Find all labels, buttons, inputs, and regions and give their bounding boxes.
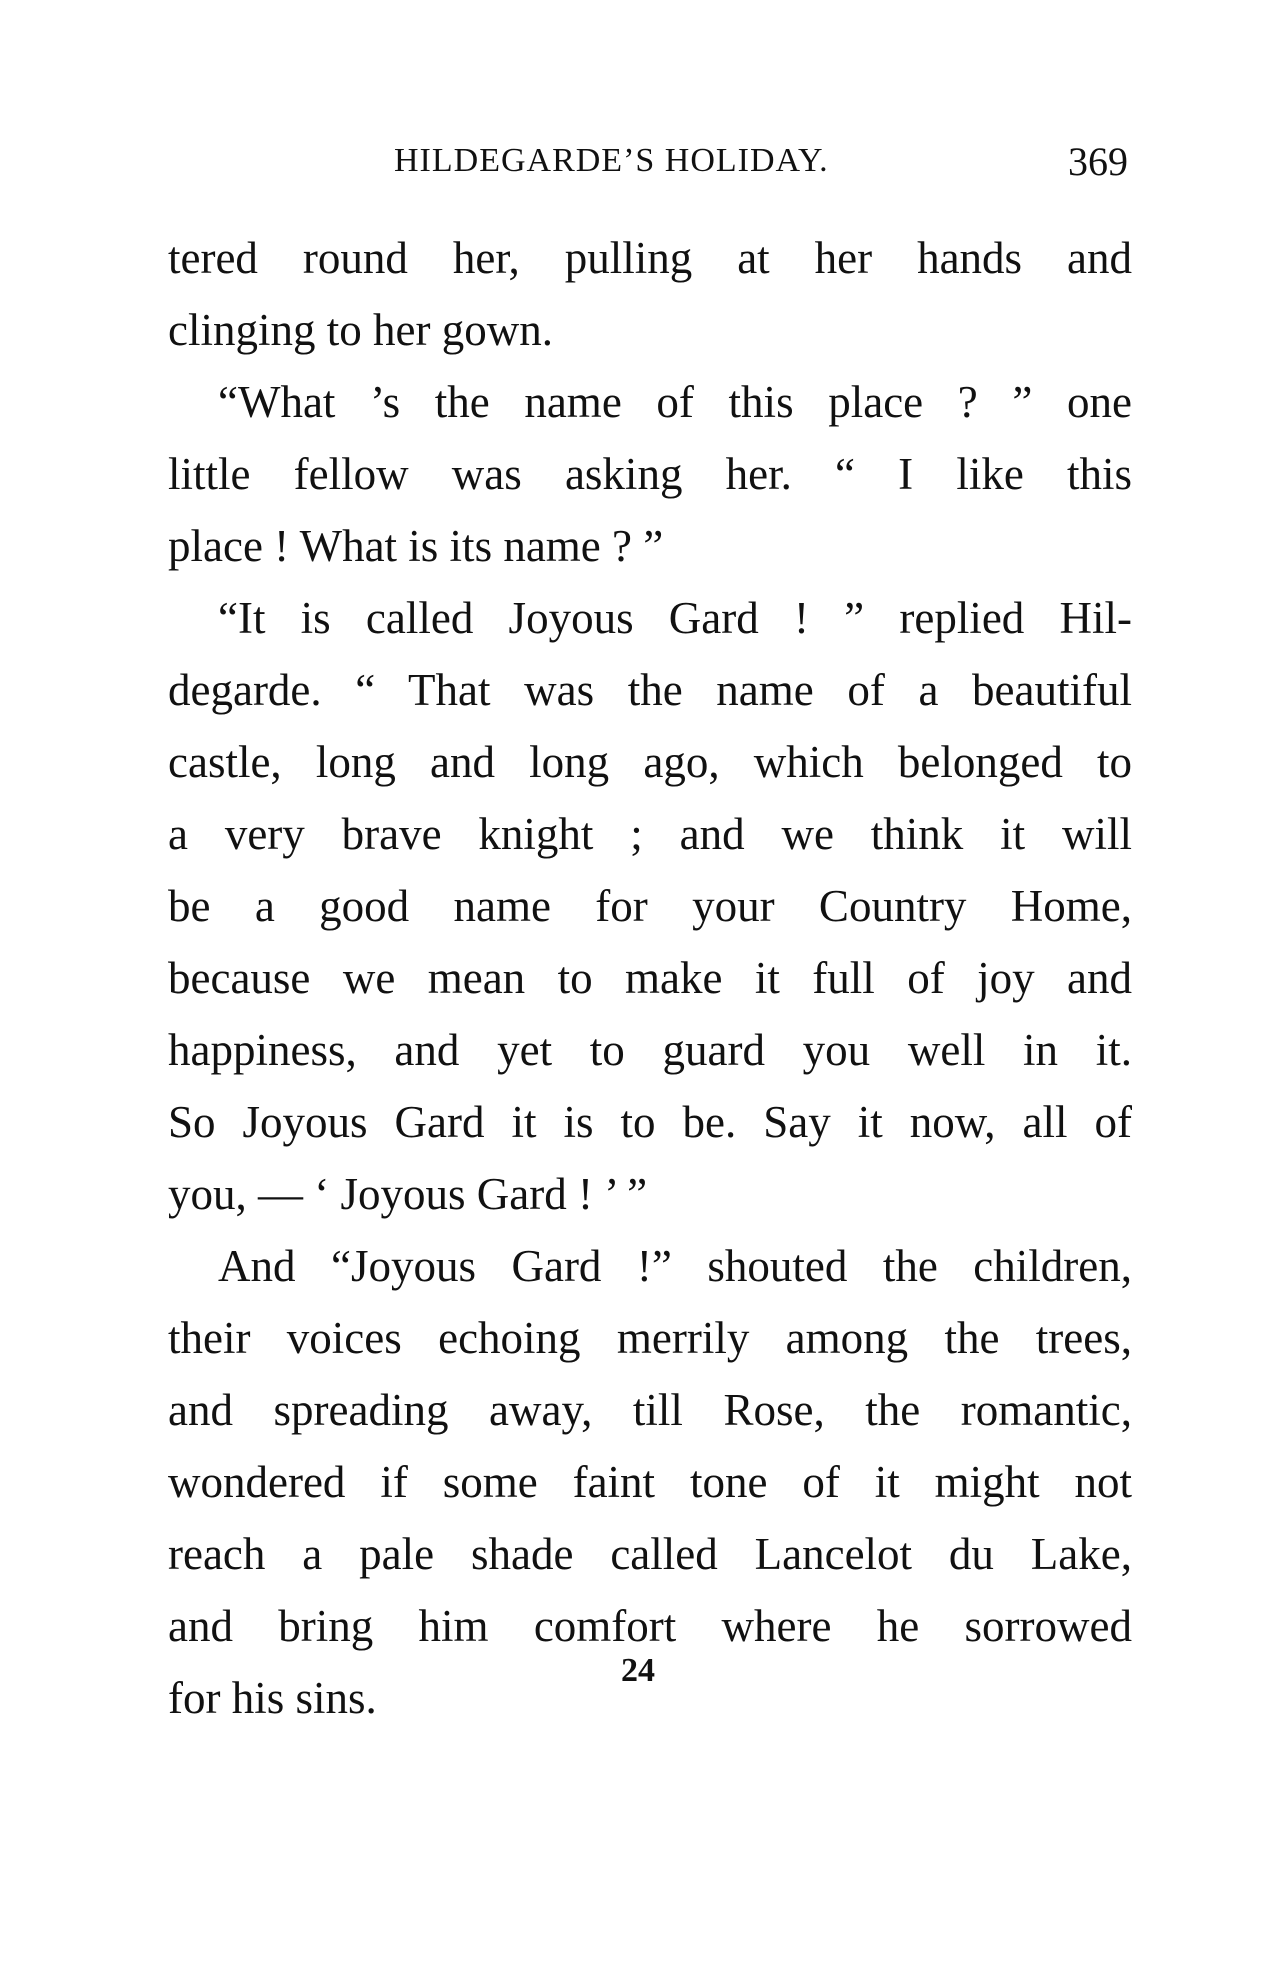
running-head: HILDEGARDE’S HOLIDAY.	[394, 142, 829, 179]
text-line: clinging to her gown.	[168, 305, 553, 355]
text-line: little fellow was asking her. “ I like this	[168, 449, 1132, 499]
text-line: And “Joyous Gard !” shouted the children,	[218, 1241, 1132, 1291]
text-line: because we mean to make it full of joy and	[168, 953, 1132, 1003]
text-line: So Joyous Gard it is to be. Say it now, all of	[168, 1097, 1132, 1147]
text-line: “It is called Joyous Gard ! ” replied Hil-	[218, 593, 1132, 643]
text-line: their voices echoing merrily among the trees,	[168, 1313, 1132, 1363]
text-line: and bring him comfort where he sorrowed	[168, 1601, 1132, 1651]
text-line: “What ’s the name of this place ? ” one	[218, 377, 1132, 427]
text-line: a very brave knight ; and we think it will	[168, 809, 1132, 859]
text-line: and spreading away, till Rose, the romantic,	[168, 1385, 1132, 1435]
signature-mark: 24	[621, 1652, 655, 1689]
text-line: you, — ‘ Joyous Gard ! ’ ”	[168, 1169, 648, 1219]
text-line: degarde. “ That was the name of a beautiful	[168, 665, 1132, 715]
text-line: happiness, and yet to guard you well in it.	[168, 1025, 1132, 1075]
text-line: place ! What is its name ? ”	[168, 521, 664, 571]
body-text	[168, 222, 1132, 1734]
text-line: tered round her, pulling at her hands and	[168, 233, 1132, 283]
text-line: wondered if some faint tone of it might not	[168, 1457, 1132, 1507]
page-header	[168, 139, 1128, 192]
text-line: for his sins.	[168, 1673, 377, 1723]
text-line: castle, long and long ago, which belonged to	[168, 737, 1132, 787]
text-line: be a good name for your Country Home,	[168, 881, 1132, 931]
page-number: 369	[1068, 139, 1128, 184]
text-line: reach a pale shade called Lancelot du Lake,	[168, 1529, 1132, 1579]
